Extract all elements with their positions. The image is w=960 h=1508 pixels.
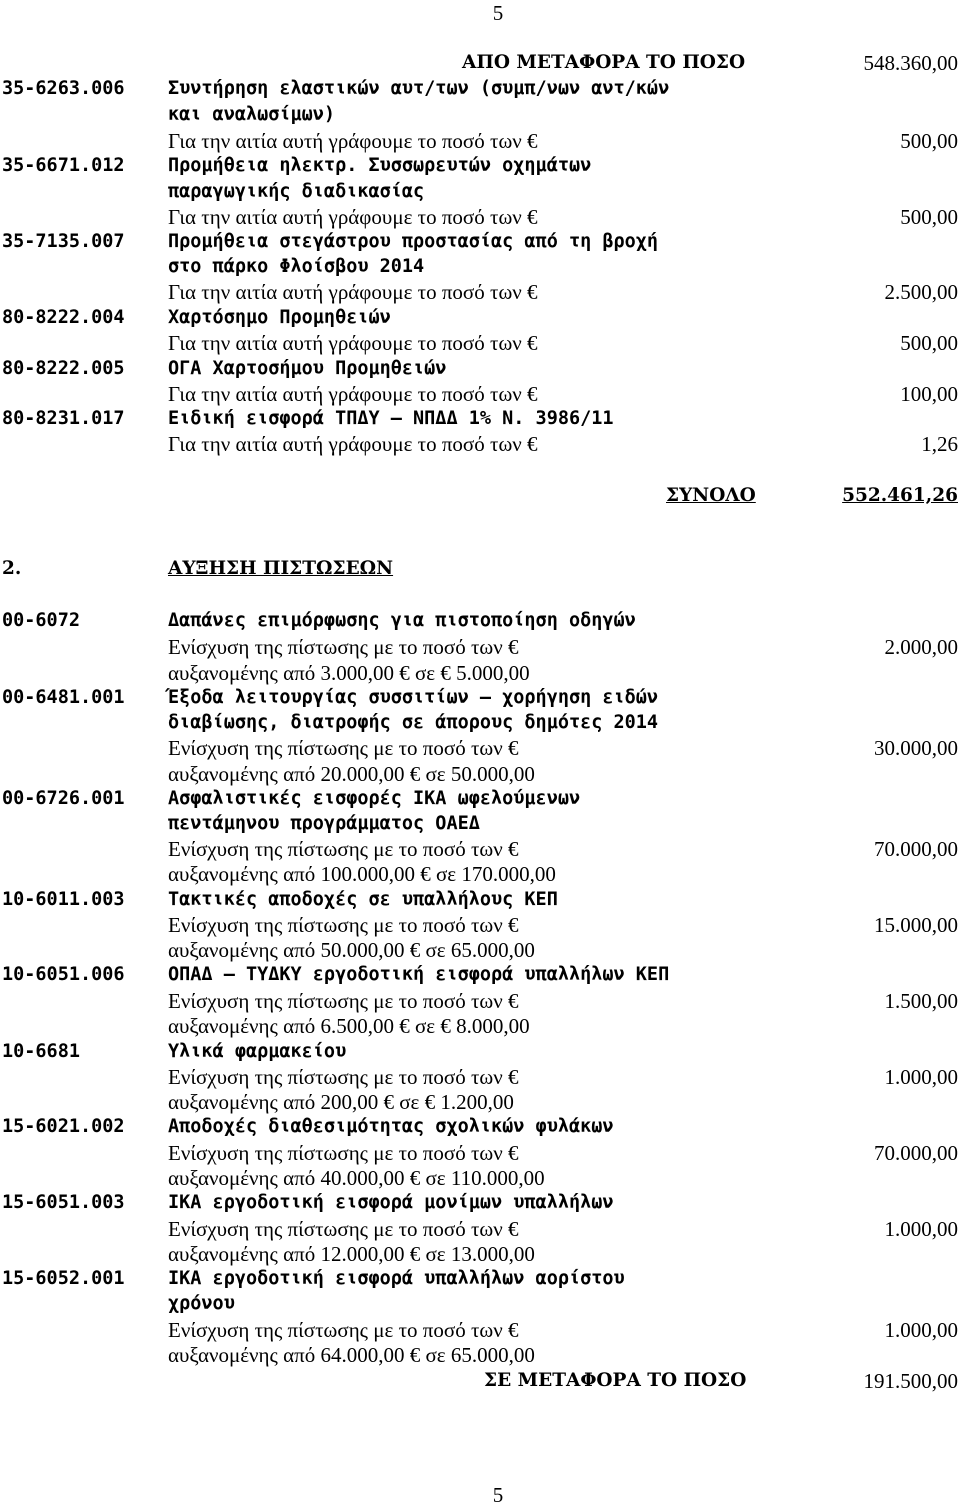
title-line: Τακτικές αποδοχές σε υπαλλήλους ΚΕΠ [168,889,558,910]
code: 10-6011.003 [2,889,125,910]
section-heading: ΑΥΞΗΣΗ ΠΙΣΤΩΣΕΩΝ [168,558,394,579]
amount: 1,26 [921,432,958,456]
amount-text: Για την αιτία αυτή γράφουμε το ποσό των € [168,382,538,406]
amount-text: Για την αιτία αυτή γράφουμε το ποσό των € [168,129,538,153]
code: 15-6052.001 [2,1268,125,1289]
total-label: ΣΥΝΟΛΟ [666,485,756,506]
title-line: ΙΚΑ εργοδοτική εισφορά μονίμων υπαλλήλων [168,1192,614,1213]
code: 35-6263.006 [2,78,125,99]
amount: 1.000,00 [884,1217,958,1241]
amount-text: Ενίσχυση της πίστωσης με το ποσό των € [168,1318,519,1342]
title-line: στο πάρκο Φλοίσβου 2014 [168,256,425,277]
code: 10-6681 [2,1041,80,1062]
amount-text: Ενίσχυση της πίστωσης με το ποσό των € [168,913,519,937]
carry-in-amount: 548.360,00 [863,51,958,75]
code: 35-6671.012 [2,155,125,176]
section-number: 2. [2,558,22,579]
amount: 1.500,00 [884,989,958,1013]
increase-text: αυξανομένης από 20.000,00 € σε 50.000,00 [168,762,535,786]
title-line: Προμήθεια στεγάστρου προστασίας από τη βροχή [168,231,659,252]
title-line: χρόνου [168,1293,235,1314]
code: 80-8222.005 [2,358,125,379]
code: 00-6072 [2,610,80,631]
amount: 1.000,00 [884,1065,958,1089]
amount-text: Ενίσχυση της πίστωσης με το ποσό των € [168,1141,519,1165]
amount: 100,00 [900,382,958,406]
title-line: Δαπάνες επιμόρφωσης για πιστοποίηση οδηγών [168,610,636,631]
amount: 2.500,00 [884,280,958,304]
title-line: Έξοδα λειτουργίας συσσιτίων – χορήγηση ειδών [168,687,659,708]
code: 35-7135.007 [2,231,125,252]
amount: 500,00 [900,129,958,153]
increase-text: αυξανομένης από 100.000,00 € σε 170.000,00 [168,862,556,886]
carry-out-amount: 191.500,00 [863,1369,958,1393]
title-line: διαβίωσης, διατροφής σε άπορους δημότες 2014 [168,712,659,733]
amount: 30.000,00 [874,736,958,760]
amount: 70.000,00 [874,1141,958,1165]
amount-text: Ενίσχυση της πίστωσης με το ποσό των € [168,1065,519,1089]
title-line: Ειδική εισφορά ΤΠΔΥ – ΝΠΔΔ 1% Ν. 3986/11 [168,408,614,429]
amount: 70.000,00 [874,837,958,861]
amount-text: Για την αιτία αυτή γράφουμε το ποσό των € [168,205,538,229]
code: 15-6051.003 [2,1192,125,1213]
title-line: Προμήθεια ηλεκτρ. Συσσωρευτών οχημάτων [168,155,592,176]
amount: 500,00 [900,205,958,229]
increase-text: αυξανομένης από 200,00 € σε € 1.200,00 [168,1090,514,1114]
title-line: ΟΓΑ Χαρτοσήμου Προμηθειών [168,358,447,379]
code: 00-6481.001 [2,687,125,708]
amount-text: Ενίσχυση της πίστωσης με το ποσό των € [168,989,519,1013]
amount: 1.000,00 [884,1318,958,1342]
title-line: Συντήρηση ελαστικών αυτ/των (συμπ/νων αντ/κών [168,78,670,99]
amount: 15.000,00 [874,913,958,937]
title-line: ΙΚΑ εργοδοτική εισφορά υπαλλήλων αορίστου [168,1268,625,1289]
title-line: Υλικά φαρμακείου [168,1041,347,1062]
amount-text: Ενίσχυση της πίστωσης με το ποσό των € [168,635,519,659]
title-line: Ασφαλιστικές εισφορές ΙΚΑ ωφελούμενων [168,788,581,809]
total-amount: 552.461,26 [842,485,958,506]
amount-text: Ενίσχυση της πίστωσης με το ποσό των € [168,837,519,861]
page-number-top: 5 [492,1,504,25]
amount: 2.000,00 [884,635,958,659]
increase-text: αυξανομένης από 50.000,00 € σε 65.000,00 [168,938,535,962]
title-line: παραγωγικής διαδικασίας [168,181,425,202]
code: 15-6021.002 [2,1116,125,1137]
carry-in-label: ΑΠΟ ΜΕΤΑΦΟΡΑ ΤΟ ΠΟΣΟ [462,52,746,73]
code: 80-8222.004 [2,307,125,328]
page-number-bottom: 5 [492,1483,504,1507]
increase-text: αυξανομένης από 64.000,00 € σε 65.000,00 [168,1343,535,1367]
title-line: πεντάμηνου προγράμματος ΟΑΕΔ [168,813,480,834]
title-line: και αναλωσίμων) [168,104,336,125]
title-line: ΟΠΑΔ – ΤΥΔΚΥ εργοδοτική εισφορά υπαλλήλων ΚΕΠ [168,964,670,985]
carry-out-label: ΣΕ ΜΕΤΑΦΟΡΑ ΤΟ ΠΟΣΟ [484,1370,747,1391]
amount-text: Για την αιτία αυτή γράφουμε το ποσό των € [168,432,538,456]
code: 10-6051.006 [2,964,125,985]
amount: 500,00 [900,331,958,355]
increase-text: αυξανομένης από 3.000,00 € σε € 5.000,00 [168,661,530,685]
code: 00-6726.001 [2,788,125,809]
amount-text: Για την αιτία αυτή γράφουμε το ποσό των € [168,280,538,304]
increase-text: αυξανομένης από 6.500,00 € σε € 8.000,00 [168,1014,530,1038]
code: 80-8231.017 [2,408,125,429]
title-line: Χαρτόσημο Προμηθειών [168,307,391,328]
amount-text: Ενίσχυση της πίστωσης με το ποσό των € [168,1217,519,1241]
increase-text: αυξανομένης από 40.000,00 € σε 110.000,00 [168,1166,545,1190]
amount-text: Για την αιτία αυτή γράφουμε το ποσό των € [168,331,538,355]
title-line: Αποδοχές διαθεσιμότητας σχολικών φυλάκων [168,1116,614,1137]
amount-text: Ενίσχυση της πίστωσης με το ποσό των € [168,736,519,760]
increase-text: αυξανομένης από 12.000,00 € σε 13.000,00 [168,1242,535,1266]
